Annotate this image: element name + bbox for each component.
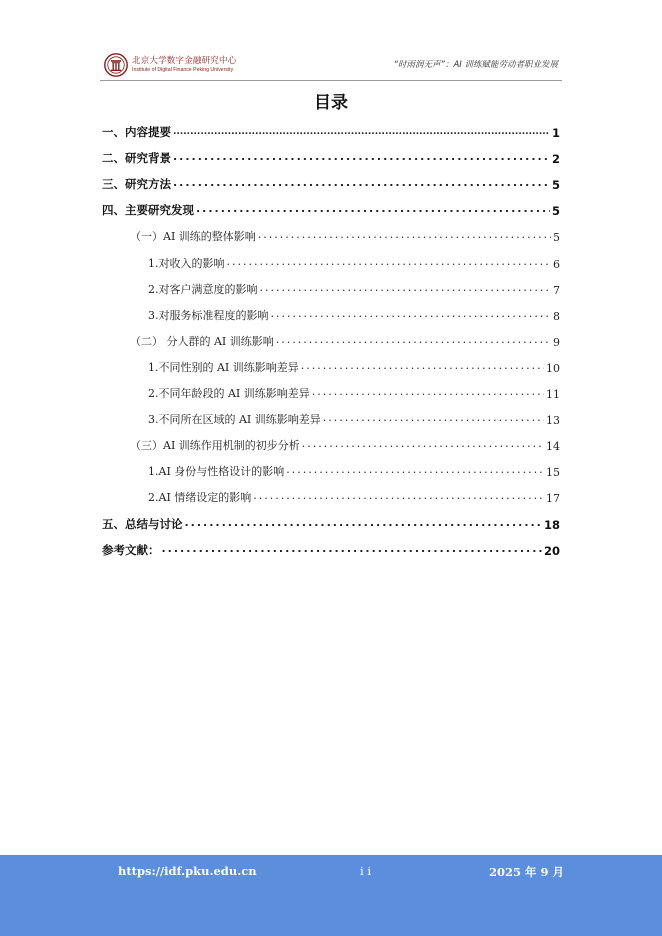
toc-entry-title: 1.AI 身份与性格设计的影响	[148, 465, 285, 479]
toc-entry-title: 2.对客户满意度的影响	[148, 282, 258, 296]
toc-entry-page: 5	[553, 231, 560, 245]
toc-entry-page: 18	[543, 517, 560, 532]
toc-entry[interactable]	[148, 381, 560, 401]
institute-logo	[104, 53, 236, 77]
toc-entry-page: 5	[551, 178, 560, 193]
toc-dot-leader	[286, 463, 544, 476]
toc-dot-leader	[258, 228, 551, 241]
toc-entry-title: 1.对收入的影响	[148, 256, 225, 270]
toc-entry-page: 7	[553, 283, 560, 297]
toc-entry[interactable]	[148, 459, 560, 479]
toc-entry-page: 2	[551, 152, 560, 167]
toc-entry-page: 10	[546, 361, 560, 375]
toc-dot-leader	[312, 385, 544, 398]
report-title: “时雨润无声”：AI 训练赋能劳动者职业发展	[393, 60, 558, 70]
toc-entry[interactable]	[148, 251, 560, 271]
toc-entry-title: 一、内容提要	[102, 125, 171, 139]
toc-entry-title: 3.不同所在区域的 AI 训练影响差异	[148, 413, 321, 427]
footer-date: 2025 年 9 月	[488, 865, 564, 879]
logo-chinese-name: 北京大学数字金融研究中心	[132, 55, 237, 66]
toc-entry-title: 1.不同性别的 AI 训练影响差异	[148, 360, 299, 374]
toc-entry[interactable]	[148, 277, 560, 297]
toc-entry-page: 1	[551, 126, 560, 140]
logo-text	[132, 57, 236, 74]
toc-entry[interactable]	[130, 433, 560, 453]
pku-seal-icon	[104, 53, 128, 77]
footer-page-number: i i	[360, 864, 372, 878]
toc-dot-leader	[301, 359, 544, 372]
toc-entry-page: 20	[543, 543, 560, 558]
toc-entry-title: 二、研究背景	[102, 151, 171, 166]
toc-entry-title: 四、主要研究发现	[102, 203, 194, 218]
toc-entry-title: 2.不同年龄段的 AI 训练影响差异	[148, 387, 310, 400]
toc-entry-page: 9	[553, 335, 560, 349]
toc-entry[interactable]	[102, 120, 560, 140]
header-divider	[100, 80, 562, 81]
toc-entry-title: 三、研究方法	[102, 177, 171, 192]
toc-entry[interactable]	[148, 485, 560, 505]
toc-dot-leader	[323, 411, 544, 424]
toc-entry-title: 2.AI 情绪设定的影响	[148, 491, 252, 505]
toc-entry-page: 5	[551, 204, 560, 219]
toc-entry-page: 8	[553, 309, 560, 323]
footer-url[interactable]: https://idf.pku.edu.cn	[118, 864, 257, 878]
toc-dot-leader	[173, 127, 550, 137]
toc-dot-leader	[276, 333, 551, 346]
toc-entry[interactable]	[102, 512, 560, 532]
toc-entry[interactable]	[130, 224, 560, 244]
toc-entry-page: 14	[546, 440, 560, 454]
toc-entry-page: 15	[546, 466, 560, 480]
logo-english-name: Institute of Digital Finance Peking University	[132, 67, 234, 74]
toc-dot-leader	[227, 255, 552, 268]
toc-entry-title: 五、总结与讨论	[102, 516, 183, 531]
toc-entry-title: （一）AI 训练的整体影响	[130, 230, 256, 244]
toc-entry-title: （二） 分人群的 AI 训练影响	[130, 334, 274, 348]
toc-dot-leader	[271, 307, 552, 320]
toc-dot-leader	[253, 489, 544, 502]
toc-entry[interactable]	[130, 329, 560, 349]
toc-entry[interactable]	[102, 198, 560, 218]
toc-dot-leader	[185, 516, 542, 529]
toc-heading: 目录	[314, 93, 348, 113]
toc-dot-leader	[173, 150, 550, 163]
toc-entry[interactable]	[148, 355, 560, 375]
toc-entry-page: 11	[546, 388, 560, 401]
toc-entry[interactable]	[102, 538, 560, 558]
toc-entry[interactable]	[148, 303, 560, 323]
page-footer	[0, 855, 662, 936]
toc-entry-page: 6	[553, 257, 560, 271]
toc-entry-title: （三）AI 训练作用机制的初步分析	[130, 439, 300, 453]
toc-entry[interactable]	[102, 172, 560, 192]
toc-entry[interactable]	[102, 146, 560, 166]
page-header	[0, 0, 662, 82]
toc-entry-title: 参考文献：	[102, 542, 160, 557]
toc-entry-title: 3.对服务标准程度的影响	[148, 308, 269, 322]
toc-dot-leader	[162, 542, 542, 555]
toc-dot-leader	[196, 202, 550, 215]
toc-entry-page: 17	[546, 492, 560, 506]
toc-dot-leader	[302, 437, 544, 450]
toc-dot-leader	[173, 176, 550, 189]
toc-dot-leader	[260, 281, 552, 294]
toc-entry[interactable]	[148, 407, 560, 427]
toc-entry-page: 13	[546, 414, 560, 428]
